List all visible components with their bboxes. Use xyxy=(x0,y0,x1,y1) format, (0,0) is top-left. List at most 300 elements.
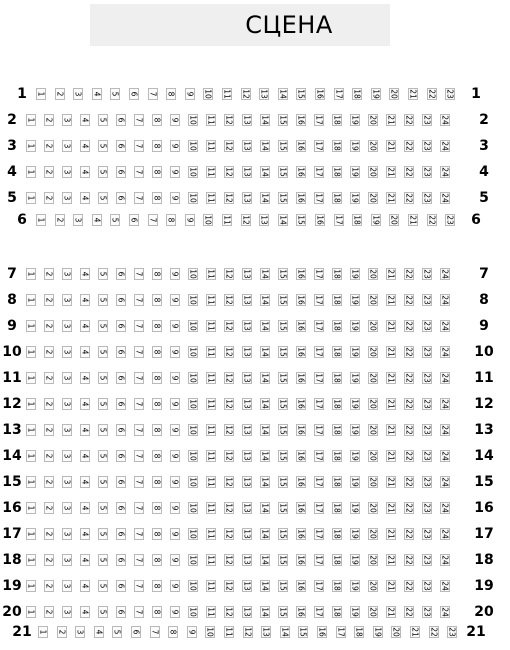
seat[interactable] xyxy=(98,580,108,592)
seat[interactable] xyxy=(422,140,432,152)
seat[interactable] xyxy=(260,398,270,410)
seat[interactable] xyxy=(57,626,67,638)
seat[interactable] xyxy=(352,88,362,100)
seat[interactable] xyxy=(259,88,269,100)
seat[interactable] xyxy=(44,114,54,126)
seat[interactable] xyxy=(188,294,198,306)
seat[interactable] xyxy=(296,214,306,226)
seat[interactable] xyxy=(55,214,65,226)
seat[interactable] xyxy=(188,320,198,332)
seat[interactable] xyxy=(314,346,324,358)
seat[interactable] xyxy=(224,294,234,306)
seat[interactable] xyxy=(134,320,144,332)
seat[interactable] xyxy=(152,398,162,410)
seat[interactable] xyxy=(206,476,216,488)
seat[interactable] xyxy=(131,626,141,638)
seat[interactable] xyxy=(404,268,414,280)
seat[interactable] xyxy=(242,528,252,540)
seat[interactable] xyxy=(242,502,252,514)
seat[interactable] xyxy=(314,372,324,384)
seat[interactable] xyxy=(152,476,162,488)
seat[interactable] xyxy=(386,320,396,332)
seat[interactable] xyxy=(296,268,306,280)
seat[interactable] xyxy=(98,140,108,152)
seat[interactable] xyxy=(224,626,234,638)
seat[interactable] xyxy=(116,476,126,488)
seat[interactable] xyxy=(44,268,54,280)
seat[interactable] xyxy=(55,88,65,100)
seat[interactable] xyxy=(386,450,396,462)
seat[interactable] xyxy=(206,580,216,592)
seat[interactable] xyxy=(26,554,36,566)
seat[interactable] xyxy=(445,214,455,226)
seat[interactable] xyxy=(368,140,378,152)
seat[interactable] xyxy=(332,346,342,358)
seat[interactable] xyxy=(368,450,378,462)
seat[interactable] xyxy=(188,398,198,410)
seat[interactable] xyxy=(242,398,252,410)
seat[interactable] xyxy=(440,192,450,204)
seat[interactable] xyxy=(242,372,252,384)
seat[interactable] xyxy=(170,320,180,332)
seat[interactable] xyxy=(116,294,126,306)
seat[interactable] xyxy=(116,502,126,514)
seat[interactable] xyxy=(404,554,414,566)
seat[interactable] xyxy=(170,554,180,566)
seat[interactable] xyxy=(440,114,450,126)
seat[interactable] xyxy=(350,192,360,204)
seat[interactable] xyxy=(188,606,198,618)
seat[interactable] xyxy=(170,372,180,384)
seat[interactable] xyxy=(314,528,324,540)
seat[interactable] xyxy=(260,554,270,566)
seat[interactable] xyxy=(386,476,396,488)
seat[interactable] xyxy=(80,398,90,410)
seat[interactable] xyxy=(298,626,308,638)
seat[interactable] xyxy=(350,320,360,332)
seat[interactable] xyxy=(386,192,396,204)
seat[interactable] xyxy=(260,528,270,540)
seat[interactable] xyxy=(260,166,270,178)
seat[interactable] xyxy=(368,346,378,358)
seat[interactable] xyxy=(296,398,306,410)
seat[interactable] xyxy=(152,580,162,592)
seat[interactable] xyxy=(26,140,36,152)
seat[interactable] xyxy=(386,294,396,306)
seat[interactable] xyxy=(206,140,216,152)
seat[interactable] xyxy=(332,166,342,178)
seat[interactable] xyxy=(206,114,216,126)
seat[interactable] xyxy=(26,398,36,410)
seat[interactable] xyxy=(168,626,178,638)
seat[interactable] xyxy=(116,346,126,358)
seat[interactable] xyxy=(188,166,198,178)
seat[interactable] xyxy=(241,214,251,226)
seat[interactable] xyxy=(134,192,144,204)
seat[interactable] xyxy=(260,580,270,592)
seat[interactable] xyxy=(98,166,108,178)
seat[interactable] xyxy=(73,88,83,100)
seat[interactable] xyxy=(278,528,288,540)
seat[interactable] xyxy=(203,88,213,100)
seat[interactable] xyxy=(206,450,216,462)
seat[interactable] xyxy=(296,476,306,488)
seat[interactable] xyxy=(315,214,325,226)
seat[interactable] xyxy=(440,554,450,566)
seat[interactable] xyxy=(404,606,414,618)
seat[interactable] xyxy=(44,476,54,488)
seat[interactable] xyxy=(404,502,414,514)
seat[interactable] xyxy=(134,346,144,358)
seat[interactable] xyxy=(206,166,216,178)
seat[interactable] xyxy=(98,294,108,306)
seat[interactable] xyxy=(350,528,360,540)
seat[interactable] xyxy=(278,398,288,410)
seat[interactable] xyxy=(224,502,234,514)
seat[interactable] xyxy=(62,346,72,358)
seat[interactable] xyxy=(152,268,162,280)
seat[interactable] xyxy=(44,140,54,152)
seat[interactable] xyxy=(278,192,288,204)
seat[interactable] xyxy=(98,476,108,488)
seat[interactable] xyxy=(440,528,450,540)
seat[interactable] xyxy=(404,114,414,126)
seat[interactable] xyxy=(170,580,180,592)
seat[interactable] xyxy=(152,606,162,618)
seat[interactable] xyxy=(422,320,432,332)
seat[interactable] xyxy=(260,346,270,358)
seat[interactable] xyxy=(129,214,139,226)
seat[interactable] xyxy=(62,424,72,436)
seat[interactable] xyxy=(368,554,378,566)
seat[interactable] xyxy=(296,192,306,204)
seat[interactable] xyxy=(206,346,216,358)
seat[interactable] xyxy=(152,192,162,204)
seat[interactable] xyxy=(98,528,108,540)
seat[interactable] xyxy=(44,554,54,566)
seat[interactable] xyxy=(408,214,418,226)
seat[interactable] xyxy=(170,528,180,540)
seat[interactable] xyxy=(188,192,198,204)
seat[interactable] xyxy=(350,166,360,178)
seat[interactable] xyxy=(44,424,54,436)
seat[interactable] xyxy=(152,114,162,126)
seat[interactable] xyxy=(80,476,90,488)
seat[interactable] xyxy=(80,268,90,280)
seat[interactable] xyxy=(440,294,450,306)
seat[interactable] xyxy=(62,450,72,462)
seat[interactable] xyxy=(350,398,360,410)
seat[interactable] xyxy=(350,268,360,280)
seat[interactable] xyxy=(112,626,122,638)
seat[interactable] xyxy=(368,528,378,540)
seat[interactable] xyxy=(116,140,126,152)
seat[interactable] xyxy=(314,424,324,436)
seat[interactable] xyxy=(152,346,162,358)
seat[interactable] xyxy=(116,192,126,204)
seat[interactable] xyxy=(332,140,342,152)
seat[interactable] xyxy=(38,626,48,638)
seat[interactable] xyxy=(170,166,180,178)
seat[interactable] xyxy=(152,554,162,566)
seat[interactable] xyxy=(278,606,288,618)
seat[interactable] xyxy=(80,580,90,592)
seat[interactable] xyxy=(222,214,232,226)
seat[interactable] xyxy=(410,626,420,638)
seat[interactable] xyxy=(296,320,306,332)
seat[interactable] xyxy=(386,140,396,152)
seat[interactable] xyxy=(206,372,216,384)
seat[interactable] xyxy=(134,372,144,384)
seat[interactable] xyxy=(224,476,234,488)
seat[interactable] xyxy=(92,88,102,100)
seat[interactable] xyxy=(386,372,396,384)
seat[interactable] xyxy=(188,450,198,462)
seat[interactable] xyxy=(170,606,180,618)
seat[interactable] xyxy=(185,88,195,100)
seat[interactable] xyxy=(224,398,234,410)
seat[interactable] xyxy=(296,166,306,178)
seat[interactable] xyxy=(152,528,162,540)
seat[interactable] xyxy=(332,372,342,384)
seat[interactable] xyxy=(354,626,364,638)
seat[interactable] xyxy=(188,502,198,514)
seat[interactable] xyxy=(80,424,90,436)
seat[interactable] xyxy=(188,114,198,126)
seat[interactable] xyxy=(278,214,288,226)
seat[interactable] xyxy=(92,214,102,226)
seat[interactable] xyxy=(98,114,108,126)
seat[interactable] xyxy=(440,398,450,410)
seat[interactable] xyxy=(368,114,378,126)
seat[interactable] xyxy=(150,626,160,638)
seat[interactable] xyxy=(80,450,90,462)
seat[interactable] xyxy=(427,88,437,100)
seat[interactable] xyxy=(26,606,36,618)
seat[interactable] xyxy=(224,580,234,592)
seat[interactable] xyxy=(314,268,324,280)
seat[interactable] xyxy=(44,450,54,462)
seat[interactable] xyxy=(260,268,270,280)
seat[interactable] xyxy=(94,626,104,638)
seat[interactable] xyxy=(166,214,176,226)
seat[interactable] xyxy=(422,502,432,514)
seat[interactable] xyxy=(278,476,288,488)
seat[interactable] xyxy=(332,320,342,332)
seat[interactable] xyxy=(62,268,72,280)
seat[interactable] xyxy=(422,346,432,358)
seat[interactable] xyxy=(368,268,378,280)
seat[interactable] xyxy=(386,346,396,358)
seat[interactable] xyxy=(116,320,126,332)
seat[interactable] xyxy=(44,372,54,384)
seat[interactable] xyxy=(314,398,324,410)
seat[interactable] xyxy=(242,140,252,152)
seat[interactable] xyxy=(440,320,450,332)
seat[interactable] xyxy=(404,166,414,178)
seat[interactable] xyxy=(188,372,198,384)
seat[interactable] xyxy=(260,294,270,306)
seat[interactable] xyxy=(350,372,360,384)
seat[interactable] xyxy=(404,424,414,436)
seat[interactable] xyxy=(404,320,414,332)
seat[interactable] xyxy=(296,528,306,540)
seat[interactable] xyxy=(422,476,432,488)
seat[interactable] xyxy=(44,528,54,540)
seat[interactable] xyxy=(116,606,126,618)
seat[interactable] xyxy=(80,346,90,358)
seat[interactable] xyxy=(447,626,457,638)
seat[interactable] xyxy=(332,192,342,204)
seat[interactable] xyxy=(242,450,252,462)
seat[interactable] xyxy=(350,476,360,488)
seat[interactable] xyxy=(440,450,450,462)
seat[interactable] xyxy=(391,626,401,638)
seat[interactable] xyxy=(98,606,108,618)
seat[interactable] xyxy=(206,606,216,618)
seat[interactable] xyxy=(259,214,269,226)
seat[interactable] xyxy=(26,450,36,462)
seat[interactable] xyxy=(36,214,46,226)
seat[interactable] xyxy=(62,580,72,592)
seat[interactable] xyxy=(296,294,306,306)
seat[interactable] xyxy=(62,140,72,152)
seat[interactable] xyxy=(134,424,144,436)
seat[interactable] xyxy=(80,372,90,384)
seat[interactable] xyxy=(170,346,180,358)
seat[interactable] xyxy=(278,114,288,126)
seat[interactable] xyxy=(170,398,180,410)
seat[interactable] xyxy=(75,626,85,638)
seat[interactable] xyxy=(242,554,252,566)
seat[interactable] xyxy=(98,268,108,280)
seat[interactable] xyxy=(152,140,162,152)
seat[interactable] xyxy=(134,140,144,152)
seat[interactable] xyxy=(134,166,144,178)
seat[interactable] xyxy=(129,88,139,100)
seat[interactable] xyxy=(260,140,270,152)
seat[interactable] xyxy=(98,450,108,462)
seat[interactable] xyxy=(278,554,288,566)
seat[interactable] xyxy=(368,320,378,332)
seat[interactable] xyxy=(44,192,54,204)
seat[interactable] xyxy=(134,268,144,280)
seat[interactable] xyxy=(26,580,36,592)
seat[interactable] xyxy=(188,580,198,592)
seat[interactable] xyxy=(242,606,252,618)
seat[interactable] xyxy=(368,606,378,618)
seat[interactable] xyxy=(368,398,378,410)
seat[interactable] xyxy=(386,606,396,618)
seat[interactable] xyxy=(224,268,234,280)
seat[interactable] xyxy=(386,268,396,280)
seat[interactable] xyxy=(314,450,324,462)
seat[interactable] xyxy=(224,166,234,178)
seat[interactable] xyxy=(422,166,432,178)
seat[interactable] xyxy=(440,424,450,436)
seat[interactable] xyxy=(188,268,198,280)
seat[interactable] xyxy=(26,192,36,204)
seat[interactable] xyxy=(224,424,234,436)
seat[interactable] xyxy=(296,502,306,514)
seat[interactable] xyxy=(188,528,198,540)
seat[interactable] xyxy=(422,580,432,592)
seat[interactable] xyxy=(224,114,234,126)
seat[interactable] xyxy=(206,398,216,410)
seat[interactable] xyxy=(278,372,288,384)
seat[interactable] xyxy=(152,166,162,178)
seat[interactable] xyxy=(314,320,324,332)
seat[interactable] xyxy=(134,580,144,592)
seat[interactable] xyxy=(116,450,126,462)
seat[interactable] xyxy=(332,554,342,566)
seat[interactable] xyxy=(98,372,108,384)
seat[interactable] xyxy=(440,166,450,178)
seat[interactable] xyxy=(203,214,213,226)
seat[interactable] xyxy=(332,580,342,592)
seat[interactable] xyxy=(422,192,432,204)
seat[interactable] xyxy=(80,192,90,204)
seat[interactable] xyxy=(44,166,54,178)
seat[interactable] xyxy=(152,502,162,514)
seat[interactable] xyxy=(278,424,288,436)
seat[interactable] xyxy=(206,502,216,514)
seat[interactable] xyxy=(98,320,108,332)
seat[interactable] xyxy=(386,580,396,592)
seat[interactable] xyxy=(26,372,36,384)
seat[interactable] xyxy=(44,346,54,358)
seat[interactable] xyxy=(332,606,342,618)
seat[interactable] xyxy=(26,346,36,358)
seat[interactable] xyxy=(350,450,360,462)
seat[interactable] xyxy=(368,502,378,514)
seat[interactable] xyxy=(80,166,90,178)
seat[interactable] xyxy=(422,528,432,540)
seat[interactable] xyxy=(404,476,414,488)
seat[interactable] xyxy=(440,580,450,592)
seat[interactable] xyxy=(62,372,72,384)
seat[interactable] xyxy=(116,554,126,566)
seat[interactable] xyxy=(332,294,342,306)
seat[interactable] xyxy=(350,140,360,152)
seat[interactable] xyxy=(170,294,180,306)
seat[interactable] xyxy=(134,476,144,488)
seat[interactable] xyxy=(44,580,54,592)
seat[interactable] xyxy=(422,554,432,566)
seat[interactable] xyxy=(278,88,288,100)
seat[interactable] xyxy=(98,554,108,566)
seat[interactable] xyxy=(110,214,120,226)
seat[interactable] xyxy=(224,140,234,152)
seat[interactable] xyxy=(445,88,455,100)
seat[interactable] xyxy=(116,166,126,178)
seat[interactable] xyxy=(224,554,234,566)
seat[interactable] xyxy=(224,528,234,540)
seat[interactable] xyxy=(260,476,270,488)
seat[interactable] xyxy=(80,114,90,126)
seat[interactable] xyxy=(278,346,288,358)
seat[interactable] xyxy=(242,166,252,178)
seat[interactable] xyxy=(80,606,90,618)
seat[interactable] xyxy=(260,606,270,618)
seat[interactable] xyxy=(36,88,46,100)
seat[interactable] xyxy=(389,88,399,100)
seat[interactable] xyxy=(440,476,450,488)
seat[interactable] xyxy=(350,606,360,618)
seat[interactable] xyxy=(152,294,162,306)
seat[interactable] xyxy=(187,626,197,638)
seat[interactable] xyxy=(98,192,108,204)
